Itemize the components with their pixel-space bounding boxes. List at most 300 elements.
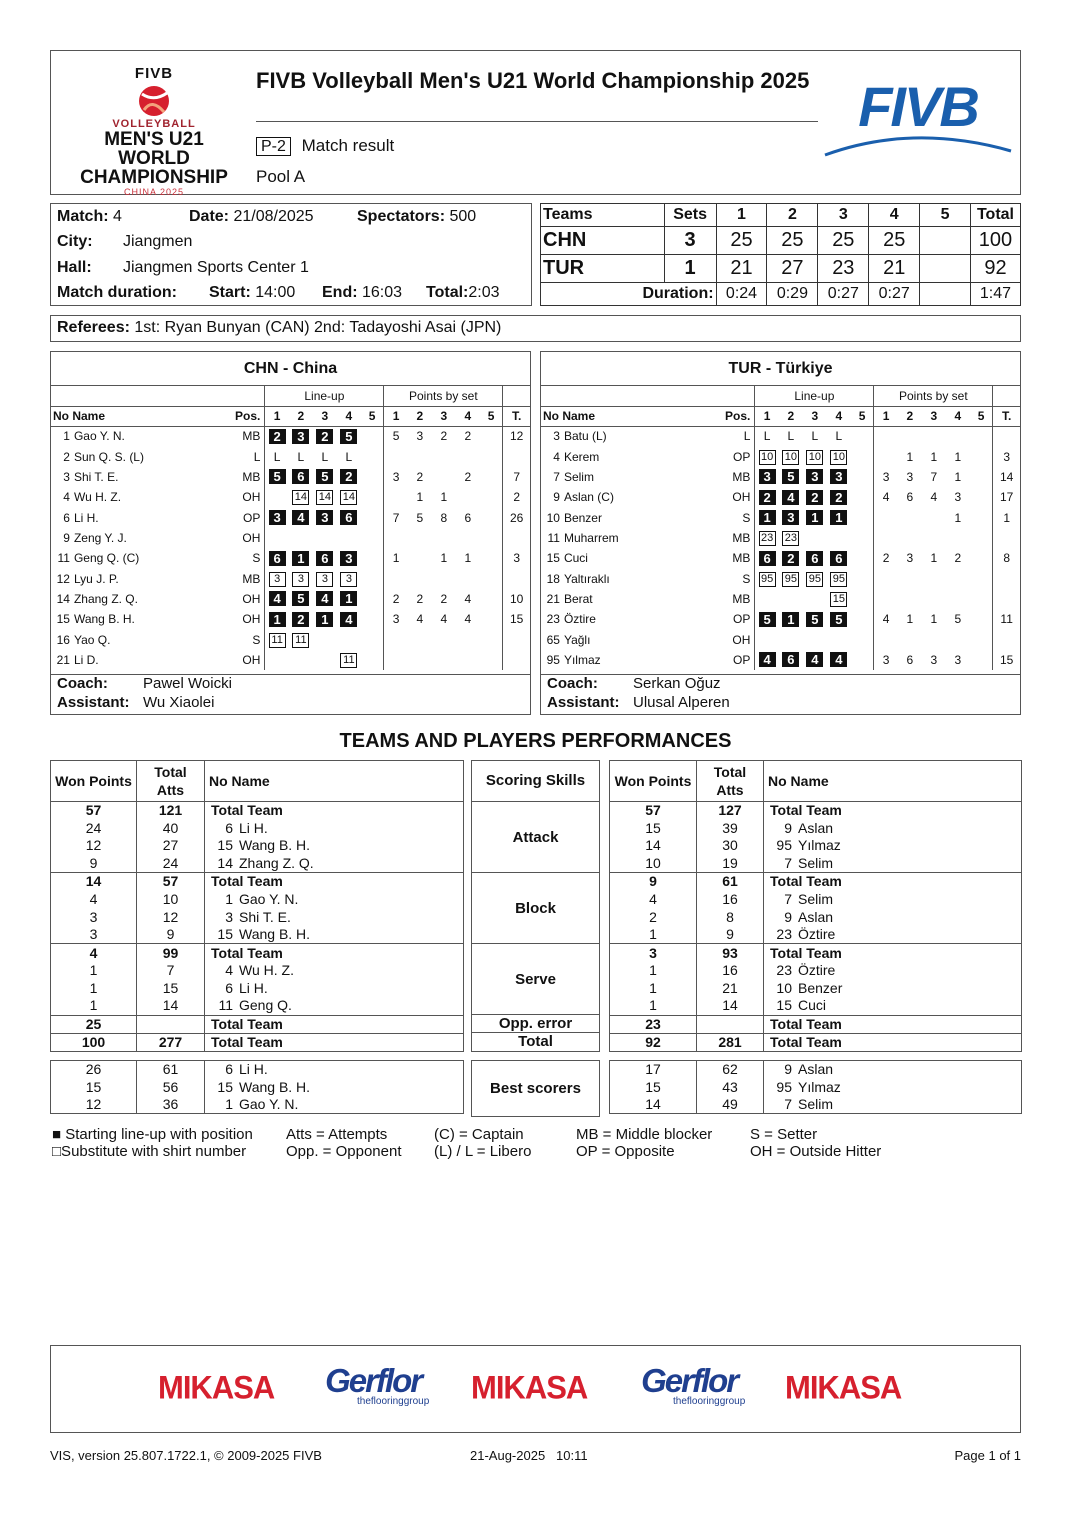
- set-points: 3: [882, 469, 890, 484]
- col-total: T.: [993, 406, 1020, 426]
- perf-row: [610, 1033, 1022, 1051]
- start-time: [209, 284, 295, 302]
- won-points: 23: [610, 1015, 697, 1033]
- col-pos: Pos.: [720, 406, 754, 426]
- lineup-cell: [289, 528, 313, 548]
- set-points: [432, 446, 456, 466]
- total-atts: 57: [137, 873, 205, 891]
- player-row: [51, 568, 530, 588]
- volleyball-icon: [134, 84, 174, 118]
- player-name: Gao Y. N.: [73, 429, 125, 444]
- set-points: 1: [392, 551, 400, 566]
- gerflor-logo-sub: theflooringgroup: [357, 1396, 430, 1407]
- col-lineup-set: 2: [779, 406, 803, 426]
- player-row: [541, 568, 1020, 588]
- set-points: 4: [416, 612, 424, 627]
- won-points: 4: [51, 890, 137, 908]
- player-number: 1: [63, 429, 70, 444]
- won-points: 57: [51, 802, 137, 820]
- match-spectators: [357, 208, 476, 226]
- set-points: [456, 446, 480, 466]
- set-points: [970, 609, 993, 629]
- perf-player: [764, 944, 1022, 962]
- best-scorer-row: [610, 1078, 1022, 1096]
- legend-col-5: [750, 1126, 920, 1160]
- lineup-cell: [803, 507, 827, 527]
- set-duration: 0:27: [869, 283, 920, 306]
- set-points: 5: [416, 510, 424, 525]
- player-total: [503, 568, 530, 588]
- lineup-cell: [361, 507, 384, 527]
- lineup-cell: [851, 609, 874, 629]
- player-row: [541, 609, 1020, 629]
- player-position: OH: [230, 609, 264, 629]
- event-logo-line4: CHINA 2025: [123, 187, 185, 197]
- player-total: [993, 528, 1020, 548]
- team-code: TUR: [541, 254, 665, 282]
- set-points: [970, 629, 993, 649]
- assistant-name: Ulusal Alperen: [633, 694, 730, 711]
- col-lineup-set: 4: [337, 406, 361, 426]
- lineup-cell: [779, 426, 803, 446]
- roster-table: [51, 386, 530, 670]
- won-points: 4: [51, 944, 137, 962]
- start-label: Start:: [209, 284, 251, 301]
- won-points: 1: [610, 997, 697, 1015]
- starting-position: 2: [759, 490, 776, 505]
- player-number: 16: [56, 632, 70, 647]
- legend-oh: OH = Outside Hitter: [750, 1143, 882, 1160]
- hall-label: Hall:: [57, 259, 92, 276]
- set-points: [970, 507, 993, 527]
- player-total: [993, 589, 1020, 609]
- lineup-cell: [313, 487, 337, 507]
- legend-op: OP = Opposite: [576, 1143, 675, 1160]
- set-points: 3: [392, 612, 400, 627]
- starting-position: 5: [806, 612, 823, 627]
- player-number: 3: [553, 429, 560, 444]
- perf-row: [51, 908, 464, 926]
- skill-opp-error-row: [472, 1015, 600, 1033]
- lineup-cell: [337, 487, 361, 507]
- player-row: [541, 487, 1020, 507]
- score-header-row: [541, 204, 1021, 227]
- set-score: 21: [716, 254, 767, 282]
- date-label: Date:: [189, 208, 230, 225]
- lineup-cell: [337, 548, 361, 568]
- lineup-cell: [313, 548, 337, 568]
- match-label: Match:: [57, 208, 109, 225]
- player-position: OP: [720, 446, 754, 466]
- best-scorers-chn: [50, 1060, 464, 1114]
- player-name: Lyu J. P.: [73, 571, 119, 586]
- total-atts: 16: [697, 890, 764, 908]
- player-number: 18: [546, 571, 560, 586]
- lineup-cell: [827, 528, 851, 548]
- player-total: 14: [993, 467, 1020, 487]
- event-logo-line2: MEN'S U21: [104, 129, 204, 150]
- set-points: [480, 548, 503, 568]
- player-name: Li H.: [73, 510, 99, 525]
- player-number: 14: [56, 591, 70, 606]
- perf-player-number: 14: [217, 855, 233, 872]
- set-points: 2: [440, 591, 448, 606]
- footer-timestamp: 21-Aug-2025 10:11: [470, 1448, 588, 1463]
- sponsor-banner: [50, 1345, 1021, 1433]
- lineup-cell: [313, 528, 337, 548]
- total-atts: 21: [697, 979, 764, 997]
- spacer: [541, 386, 564, 406]
- set-points: 1: [906, 449, 914, 464]
- set-points: 3: [954, 652, 962, 667]
- legend-mb: MB = Middle blocker: [576, 1126, 713, 1143]
- set-points: [874, 589, 898, 609]
- lineup-cell: [289, 487, 313, 507]
- lineup-cell: [755, 467, 779, 487]
- won-points: 15: [610, 1078, 697, 1096]
- end-time: [322, 284, 402, 302]
- player-total: [503, 528, 530, 548]
- won-points: 24: [51, 819, 137, 837]
- lineup-cell: [755, 629, 779, 649]
- assistant-row: [541, 694, 1020, 714]
- set-points: 2: [440, 429, 448, 444]
- libero-mark: L: [835, 429, 843, 444]
- substitute-number: 14: [292, 490, 309, 505]
- perf-player-number: 15: [217, 926, 233, 943]
- perf-player-number: 15: [217, 837, 233, 854]
- perf-player: [205, 1015, 464, 1033]
- lineup-cell: [755, 507, 779, 527]
- libero-mark: L: [297, 449, 305, 464]
- event-logo: [59, 65, 249, 197]
- pool-label: Pool A: [256, 167, 306, 186]
- set-points: 4: [882, 612, 890, 627]
- won-points: 10: [610, 855, 697, 873]
- team-code: CHN: [541, 226, 665, 254]
- lineup-cell: [755, 446, 779, 466]
- player-total: 17: [993, 487, 1020, 507]
- player-number: 6: [63, 510, 70, 525]
- col-lineup-set: 2: [289, 406, 313, 426]
- lineup-cell: [803, 446, 827, 466]
- total-atts: 36: [137, 1096, 205, 1114]
- player-position: OH: [230, 528, 264, 548]
- perf-player: [205, 1033, 464, 1051]
- set-points: 2: [464, 429, 472, 444]
- lineup-cell: [803, 487, 827, 507]
- substitute-number: 11: [269, 633, 286, 648]
- col-pos: Pos.: [230, 406, 264, 426]
- performance-title: TEAMS AND PLAYERS PERFORMANCES: [339, 730, 732, 752]
- spacer: [74, 386, 231, 406]
- perf-player-number: 10: [776, 979, 792, 996]
- lineup-cell: [361, 426, 384, 446]
- lineup-cell: [755, 568, 779, 588]
- won-points: 9: [51, 855, 137, 873]
- won-points: 1: [610, 926, 697, 944]
- set-points: [970, 487, 993, 507]
- set-duration-label: Duration:: [541, 283, 717, 306]
- legend-starting: ■ Starting line-up with position: [52, 1126, 253, 1143]
- best-scorers-row: [472, 1061, 600, 1117]
- won-points: 17: [610, 1061, 697, 1079]
- perf-header-row: [51, 761, 464, 802]
- starting-position: 5: [759, 612, 776, 627]
- perf-player-name: Li H.: [239, 819, 268, 836]
- set-score: 27: [767, 254, 818, 282]
- spacer: [51, 386, 74, 406]
- col-scoring-skills: Scoring Skills: [472, 761, 600, 802]
- substitute-number: 10: [830, 450, 847, 465]
- player-position: OH: [230, 589, 264, 609]
- roster-tur: [540, 351, 1021, 715]
- best-scorer-row: [51, 1078, 464, 1096]
- hall-value: Jiangmen Sports Center 1: [123, 259, 309, 276]
- best-scorer-name: Gao Y. N.: [239, 1096, 299, 1113]
- substitute-number: 10: [759, 450, 776, 465]
- lineup-cell: [289, 589, 313, 609]
- lineup-cell: [779, 467, 803, 487]
- substitute-number: 95: [806, 572, 823, 587]
- perf-player-number: 1: [225, 890, 233, 907]
- lineup-cell: [265, 568, 289, 588]
- player-position: OP: [720, 609, 754, 629]
- starting-position: 5: [340, 429, 357, 444]
- perf-row: [610, 855, 1022, 873]
- won-points: 2: [610, 908, 697, 926]
- starting-position: 6: [316, 551, 333, 566]
- perf-player-name: Geng Q.: [239, 997, 292, 1014]
- lineup-cell: [851, 426, 874, 446]
- set-points: [480, 446, 503, 466]
- set-points: [480, 568, 503, 588]
- lineup-cell: [755, 609, 779, 629]
- total-atts: 93: [697, 944, 764, 962]
- player-name: Yao Q.: [73, 632, 111, 647]
- set-points: 1: [954, 449, 962, 464]
- roster-col-header: [51, 406, 530, 426]
- lineup-cell: [337, 650, 361, 670]
- player-row: [541, 446, 1020, 466]
- set-score: 23: [818, 254, 869, 282]
- set-score: [920, 254, 971, 282]
- libero-mark: L: [345, 449, 353, 464]
- lineup-cell: [851, 629, 874, 649]
- lineup-cell: [851, 589, 874, 609]
- player-position: OH: [720, 629, 754, 649]
- skill-attack-row: [472, 802, 600, 873]
- legend-col-4: [576, 1126, 751, 1160]
- set-points: 5: [392, 429, 400, 444]
- player-number: 21: [546, 591, 560, 606]
- lineup-cell: [755, 426, 779, 446]
- lineup-cell: [755, 650, 779, 670]
- perf-player-number: 6: [225, 819, 233, 836]
- starting-position: 2: [292, 612, 309, 627]
- set-duration: 0:29: [767, 283, 818, 306]
- substitute-number: 14: [316, 490, 333, 505]
- best-scorer-row: [51, 1096, 464, 1114]
- doc-type: Match result: [301, 136, 395, 155]
- lineup-cell: [289, 446, 313, 466]
- player-name: Berat: [563, 591, 593, 606]
- set-points: [384, 446, 408, 466]
- lineup-cell: [313, 507, 337, 527]
- player-row: [541, 629, 1020, 649]
- lineup-cell: [289, 568, 313, 588]
- set-points: [970, 589, 993, 609]
- total-atts: 56: [137, 1078, 205, 1096]
- total-atts: 19: [697, 855, 764, 873]
- player-total: [503, 446, 530, 466]
- starting-position: 6: [806, 551, 823, 566]
- spectators-value: 500: [449, 208, 477, 225]
- starting-position: 5: [269, 469, 286, 484]
- set-points: 1: [954, 510, 962, 525]
- substitute-number: 15: [830, 592, 847, 607]
- legend-substitute: □Substitute with shirt number: [52, 1143, 247, 1160]
- perf-player-name: Öztire: [798, 962, 836, 979]
- lineup-cell: [803, 629, 827, 649]
- best-scorer: [764, 1096, 1022, 1114]
- lineup-cell: [265, 548, 289, 568]
- fivb-swoosh-icon: [823, 129, 1013, 157]
- set-points: [922, 629, 946, 649]
- col-lineup-set: 5: [851, 406, 874, 426]
- gerflor-logo-text: Gerflor: [641, 1362, 738, 1399]
- player-number: 21: [56, 652, 70, 667]
- fivb-logo: [823, 75, 1013, 159]
- best-scorer-number: 6: [225, 1061, 233, 1078]
- player-total: 3: [503, 548, 530, 568]
- perf-player-number: 11: [218, 997, 233, 1014]
- perf-row: [610, 979, 1022, 997]
- lineup-cell: [361, 568, 384, 588]
- set-points: 3: [882, 652, 890, 667]
- event-logo-line1: VOLLEYBALL: [112, 118, 196, 130]
- set-points: [898, 426, 922, 446]
- hdr-set3: 3: [818, 204, 869, 227]
- perf-player-number: 95: [776, 837, 792, 854]
- points-by-set-header: Points by set: [384, 386, 503, 406]
- player-name: Zeng Y. J.: [73, 530, 127, 545]
- won-points: 1: [51, 962, 137, 980]
- col-no-name: No Name: [541, 406, 720, 426]
- player-name: Sun Q. S. (L): [73, 449, 144, 464]
- perf-player: [764, 819, 1022, 837]
- perf-player-name: Zhang Z. Q.: [239, 855, 314, 872]
- col-total: T.: [503, 406, 530, 426]
- lineup-cell: [313, 446, 337, 466]
- lineup-cell: [265, 609, 289, 629]
- won-points: 100: [51, 1033, 137, 1051]
- total-atts: 49: [697, 1096, 764, 1114]
- spacer: [230, 386, 264, 406]
- player-name: Öztire: [563, 612, 596, 627]
- player-name: Benzer: [563, 510, 602, 525]
- legend-col-3: [434, 1126, 574, 1160]
- hdr-set5: 5: [920, 204, 971, 227]
- starting-position: 4: [759, 652, 776, 667]
- starting-position: 3: [340, 551, 357, 566]
- player-row: [51, 609, 530, 629]
- set-points: 2: [416, 469, 424, 484]
- set-points: [970, 467, 993, 487]
- starting-position: 1: [292, 551, 309, 566]
- performance-tur: [609, 760, 1022, 1052]
- perf-row: [610, 1015, 1022, 1033]
- skill-serve-row: [472, 944, 600, 1015]
- doc-code: P-2: [256, 137, 291, 156]
- lineup-cell: [827, 426, 851, 446]
- lineup-cell: [851, 467, 874, 487]
- perf-player-name: Total Team: [211, 944, 283, 961]
- set-points: [946, 426, 970, 446]
- set-points: [922, 568, 946, 588]
- referees-label: Referees:: [57, 319, 130, 336]
- set-points: 2: [416, 591, 424, 606]
- starting-position: 6: [292, 469, 309, 484]
- player-number: 12: [56, 571, 70, 586]
- substitute-number: 3: [316, 572, 333, 587]
- substitute-number: 3: [269, 572, 286, 587]
- perf-player-number: 9: [784, 908, 792, 925]
- player-name: Cuci: [563, 551, 588, 566]
- legend-captain: (C) = Captain: [434, 1126, 524, 1143]
- player-total: [993, 426, 1020, 446]
- player-name: Yaltıraklı: [563, 571, 610, 586]
- player-name: Aslan (C): [563, 490, 614, 505]
- total-atts: 127: [697, 802, 764, 820]
- perf-player-name: Cuci: [798, 997, 827, 1014]
- lineup-cell: [851, 650, 874, 670]
- lineup-cell: [779, 568, 803, 588]
- perf-header-row: [610, 761, 1022, 802]
- lineup-cell: [755, 487, 779, 507]
- set-points: 4: [464, 612, 472, 627]
- col-points-set: 3: [922, 406, 946, 426]
- set-points: 1: [954, 469, 962, 484]
- perf-player: [764, 890, 1022, 908]
- total-atts: 281: [697, 1033, 764, 1051]
- perf-player: [205, 837, 464, 855]
- perf-row: [51, 962, 464, 980]
- skill-serve: Serve: [472, 944, 600, 1015]
- lineup-cell: [755, 528, 779, 548]
- perf-player: [764, 908, 1022, 926]
- perf-player-number: 6: [225, 979, 233, 996]
- set-points: 3: [906, 551, 914, 566]
- skill-total: Total: [472, 1033, 600, 1052]
- perf-player-name: Wu H. Z.: [239, 962, 294, 979]
- perf-player: [764, 997, 1022, 1015]
- end-value: 16:03: [362, 284, 403, 301]
- libero-mark: L: [787, 429, 795, 444]
- lineup-cell: [827, 487, 851, 507]
- player-row: [51, 548, 530, 568]
- player-row: [541, 426, 1020, 446]
- set-points: 3: [392, 469, 400, 484]
- perf-player: [764, 837, 1022, 855]
- player-number: 15: [546, 551, 560, 566]
- lineup-cell: [851, 446, 874, 466]
- lineup-cell: [827, 650, 851, 670]
- total-atts: 24: [137, 855, 205, 873]
- set-points: [480, 589, 503, 609]
- col-lineup-set: 4: [827, 406, 851, 426]
- lineup-cell: [289, 629, 313, 649]
